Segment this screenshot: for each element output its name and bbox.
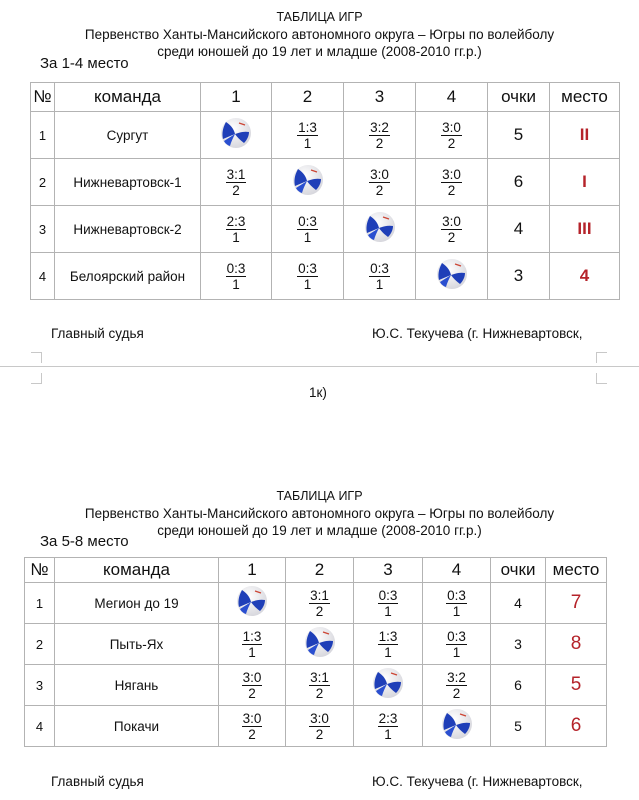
match-result	[242, 629, 263, 660]
page2-header	[0, 488, 639, 539]
diagonal-cell	[286, 624, 354, 665]
match-result	[309, 588, 330, 619]
match-result	[369, 167, 390, 198]
match-result-cell	[423, 583, 491, 624]
match-score: 0:3	[370, 261, 389, 276]
page2-header-line2: Первенство Ханты-Мансийского автономного округа – Югры по волейболу	[84, 506, 555, 521]
match-result-cell	[219, 624, 286, 665]
header-col-2: 2	[272, 83, 344, 112]
page1-header-line2: Первенство Ханты-Мансийского автономного округа – Югры по волейболу	[84, 27, 555, 42]
match-score: 3:0	[242, 711, 262, 726]
match-score: 0:3	[298, 261, 317, 276]
match-score: 3:1	[310, 588, 329, 603]
header-number: №	[25, 558, 55, 583]
row-number: 4	[31, 253, 55, 300]
match-score: 2:3	[226, 214, 246, 229]
header-place: место	[550, 83, 620, 112]
match-points: 2	[248, 727, 256, 742]
match-result-cell	[201, 159, 272, 206]
match-result	[309, 670, 330, 701]
volleyball-icon	[441, 708, 473, 740]
row-number: 2	[31, 159, 55, 206]
match-result-cell	[286, 583, 354, 624]
match-points: 1	[303, 277, 312, 292]
match-points: 1	[232, 277, 240, 292]
match-score: 1:3	[378, 629, 398, 644]
header-col-2: 2	[286, 558, 354, 583]
page2-judge-name: Ю.С. Текучева (г. Нижневартовск,	[372, 774, 583, 789]
row-number: 2	[25, 624, 55, 665]
match-points: 2	[452, 686, 461, 701]
match-points: 2	[375, 183, 384, 198]
match-result-cell	[416, 159, 488, 206]
diagonal-cell	[219, 583, 286, 624]
row-number: 3	[31, 206, 55, 253]
volleyball-icon	[220, 117, 252, 149]
page2-title: ТАБЛИЦА ИГР	[276, 489, 363, 503]
volleyball-icon	[372, 667, 404, 699]
header-col-1: 1	[219, 558, 286, 583]
page1-judge-label: Главный судья	[51, 326, 144, 341]
table-row	[31, 159, 620, 206]
header-col-1: 1	[201, 83, 272, 112]
match-score: 3:1	[226, 167, 246, 182]
header-points: очки	[491, 558, 546, 583]
match-result-cell	[219, 706, 286, 747]
match-points: 2	[232, 183, 240, 198]
volleyball-icon	[364, 211, 396, 243]
header-team: команда	[55, 558, 219, 583]
final-place: III	[550, 206, 620, 253]
header-col-4: 4	[423, 558, 491, 583]
table-row	[31, 206, 620, 253]
table-row	[25, 706, 607, 747]
match-result-cell	[354, 624, 423, 665]
match-result	[297, 214, 318, 245]
match-score: 3:2	[370, 120, 389, 135]
page-break-divider	[0, 366, 639, 367]
match-result-cell	[219, 665, 286, 706]
total-points: 6	[488, 159, 550, 206]
match-score: 3:0	[370, 167, 389, 182]
diagonal-cell	[272, 159, 344, 206]
final-place: 5	[546, 665, 607, 706]
match-result-cell	[354, 706, 423, 747]
page1-judge-name: Ю.С. Текучева (г. Нижневартовск,	[372, 326, 583, 341]
page2-header-line3: среди юношей до 19 лет и младше (2008-2010 гг.р.)	[157, 523, 482, 538]
team-name: Белоярский район	[55, 253, 201, 300]
total-points: 5	[491, 706, 546, 747]
match-score: 3:0	[310, 711, 329, 726]
match-result	[446, 588, 467, 619]
match-points: 2	[375, 136, 384, 151]
match-result-cell	[344, 159, 416, 206]
team-name: Сургут	[55, 112, 201, 159]
match-result	[378, 711, 399, 742]
match-result	[226, 261, 247, 292]
page-corner-mark	[31, 352, 42, 363]
table-row	[31, 112, 620, 159]
page1-results-table	[30, 82, 620, 300]
match-result	[378, 629, 399, 660]
volleyball-icon	[304, 626, 336, 658]
match-points: 1	[452, 604, 461, 619]
match-score: 0:3	[226, 261, 246, 276]
table-row	[25, 583, 607, 624]
match-points: 2	[447, 230, 456, 245]
match-score: 3:0	[442, 214, 461, 229]
page2-subtitle: За 5-8 место	[40, 533, 129, 550]
match-score: 0:3	[378, 588, 398, 603]
header-number: №	[31, 83, 55, 112]
header-col-4: 4	[416, 83, 488, 112]
match-score: 1:3	[242, 629, 262, 644]
match-result-cell	[272, 253, 344, 300]
table-header-row	[31, 83, 620, 112]
match-result-cell	[344, 112, 416, 159]
header-col-3: 3	[344, 83, 416, 112]
page1-judge-name-continued: 1к)	[309, 385, 327, 400]
total-points: 5	[488, 112, 550, 159]
team-name: Нижневартовск-2	[55, 206, 201, 253]
match-result	[446, 629, 467, 660]
match-result-cell	[423, 665, 491, 706]
page1-title: ТАБЛИЦА ИГР	[276, 10, 363, 24]
match-result	[369, 261, 390, 292]
match-result-cell	[354, 583, 423, 624]
match-result-cell	[416, 206, 488, 253]
match-result-cell	[423, 624, 491, 665]
final-place: 4	[550, 253, 620, 300]
total-points: 6	[491, 665, 546, 706]
match-score: 0:3	[447, 629, 466, 644]
match-points: 1	[452, 645, 461, 660]
page1-header	[0, 9, 639, 60]
match-score: 3:0	[242, 670, 262, 685]
page2-judge-label: Главный судья	[51, 774, 144, 789]
match-result-cell	[272, 112, 344, 159]
volleyball-icon	[436, 258, 468, 290]
match-result-cell	[286, 706, 354, 747]
header-col-3: 3	[354, 558, 423, 583]
match-points: 1	[232, 230, 240, 245]
match-result	[226, 214, 247, 245]
match-points: 2	[447, 136, 456, 151]
total-points: 3	[491, 624, 546, 665]
match-points: 1	[375, 277, 384, 292]
team-name: Пыть-Ях	[55, 624, 219, 665]
match-score: 3:0	[442, 120, 461, 135]
diagonal-cell	[201, 112, 272, 159]
match-result	[297, 261, 318, 292]
match-result-cell	[201, 253, 272, 300]
row-number: 3	[25, 665, 55, 706]
table-row	[25, 624, 607, 665]
row-number: 4	[25, 706, 55, 747]
volleyball-icon	[236, 585, 268, 617]
total-points: 4	[491, 583, 546, 624]
header-team: команда	[55, 83, 201, 112]
table-header-row	[25, 558, 607, 583]
page-corner-mark	[596, 373, 607, 384]
match-points: 1	[303, 136, 312, 151]
match-result	[378, 588, 399, 619]
match-result-cell	[344, 253, 416, 300]
match-result	[441, 167, 462, 198]
match-score: 0:3	[447, 588, 466, 603]
match-result	[441, 214, 462, 245]
final-place: I	[550, 159, 620, 206]
page1-header-line3: среди юношей до 19 лет и младше (2008-2010 гг.р.)	[157, 44, 482, 59]
page-corner-mark	[31, 373, 42, 384]
final-place: 6	[546, 706, 607, 747]
match-result	[242, 711, 263, 742]
match-score: 2:3	[378, 711, 398, 726]
match-score: 0:3	[298, 214, 317, 229]
match-result	[441, 120, 462, 151]
match-points: 1	[303, 230, 312, 245]
match-result	[309, 711, 330, 742]
match-result	[446, 670, 467, 701]
match-points: 1	[384, 645, 392, 660]
match-result	[242, 670, 263, 701]
match-result	[297, 120, 318, 151]
match-points: 1	[384, 604, 392, 619]
total-points: 3	[488, 253, 550, 300]
match-points: 1	[248, 645, 256, 660]
match-points: 2	[248, 686, 256, 701]
match-points: 2	[315, 686, 324, 701]
match-points: 2	[315, 727, 324, 742]
match-points: 2	[447, 183, 456, 198]
match-result-cell	[286, 665, 354, 706]
match-score: 3:0	[442, 167, 461, 182]
match-result	[226, 167, 247, 198]
page-corner-mark	[596, 352, 607, 363]
diagonal-cell	[354, 665, 423, 706]
match-score: 3:2	[447, 670, 466, 685]
match-points: 2	[315, 604, 324, 619]
final-place: 7	[546, 583, 607, 624]
row-number: 1	[31, 112, 55, 159]
match-result-cell	[416, 112, 488, 159]
team-name: Покачи	[55, 706, 219, 747]
final-place: 8	[546, 624, 607, 665]
page2-results-table	[24, 557, 607, 747]
match-points: 1	[384, 727, 392, 742]
row-number: 1	[25, 583, 55, 624]
match-result	[369, 120, 390, 151]
match-result-cell	[201, 206, 272, 253]
diagonal-cell	[423, 706, 491, 747]
diagonal-cell	[344, 206, 416, 253]
table-row	[25, 665, 607, 706]
team-name: Мегион до 19	[55, 583, 219, 624]
total-points: 4	[488, 206, 550, 253]
table-row	[31, 253, 620, 300]
page1-subtitle: За 1-4 место	[40, 55, 129, 72]
final-place: II	[550, 112, 620, 159]
volleyball-icon	[292, 164, 324, 196]
diagonal-cell	[416, 253, 488, 300]
match-result-cell	[272, 206, 344, 253]
team-name: Нягань	[55, 665, 219, 706]
team-name: Нижневартовск-1	[55, 159, 201, 206]
match-score: 3:1	[310, 670, 329, 685]
header-place: место	[546, 558, 607, 583]
header-points: очки	[488, 83, 550, 112]
match-score: 1:3	[298, 120, 317, 135]
